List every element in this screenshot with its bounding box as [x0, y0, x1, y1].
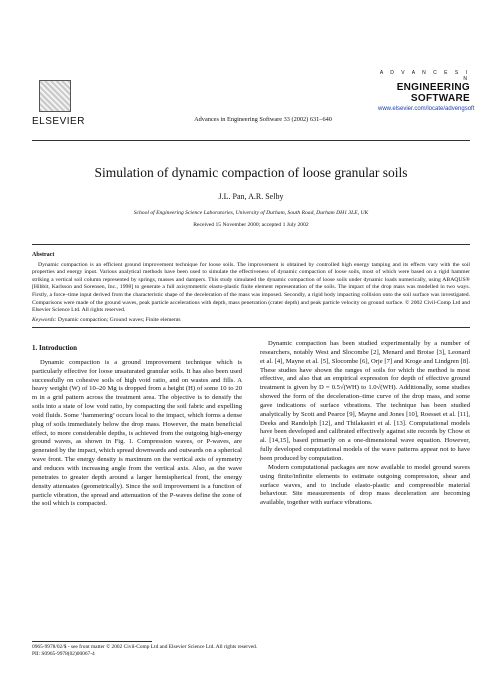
page-header: [32, 70, 475, 132]
elsevier-tree-icon: [39, 80, 71, 112]
abstract-block: [32, 252, 470, 324]
abstract-top-rule: [32, 244, 470, 245]
header-rule: [32, 140, 470, 141]
journal-logo-small: A D V A N C E S I N: [379, 70, 470, 82]
abstract-text: Dynamic compaction is an efficient ground improvement technique for loose soils. The improvement is obtained by controlled high energy tamping and its effects vary with the soil properties and energy input. Various analytical methods have been used to simulate the effectiveness of dynamic compaction of loose soils, most of which were based on a rigid hammer striking a vertical soil column represented by springs, masses and dampers. This study simulated the dynamic compaction of loose soils under dynamic loads numerically, using ABAQUS® [Hibbit, Karlsson and Sorensen, Inc., 1998] to generate a full axisymmetric elasto-plastic finite element representation of the soils. The impact of the drop mass was modelled in two ways. Firstly, a force–time input derived from the characteristic shape of the deceleration of the mass was imposed. Secondly, a rigid body impacting collision onto the soil surface was investigated. Comparisons were made of the ground waves, peak particle accelerations with depth, mass penetration (crater depth) and peak particle velocity on ground surface. © 2002 Civil-Comp Ltd and Elsevier Science Ltd. All rights reserved.: [32, 261, 470, 314]
section-heading-introduction: 1. Introduction: [32, 344, 77, 352]
publisher-name: ELSEVIER: [32, 116, 85, 127]
article-title: Simulation of dynamic compaction of loose granular soils: [94, 165, 408, 180]
keywords-line: [32, 317, 470, 325]
keywords-text: Dynamic compaction; Ground waves; Finite elements: [57, 316, 181, 323]
right-column: [260, 340, 470, 508]
journal-logo: [378, 70, 475, 112]
author-affiliation: School of Engineering Science Laboratories, University of Durham, South Road, Durham DH1 3LE, UK: [133, 210, 369, 216]
paragraph: Modern computational packages are now available to model ground waves using finite/infinite elements to estimate outgoing compression, shear and surface waves, and to include elasto-plastic and compressible material behaviour. Site measurements of drop mass deceleration are becoming available, together with surface vibrations.: [260, 463, 470, 507]
received-dates: Received 15 November 2000; accepted 1 July 2002: [193, 222, 309, 228]
publisher-logo: [32, 80, 85, 127]
footer-rule: [32, 641, 152, 642]
abstract-heading: Abstract: [32, 252, 55, 258]
keywords-label: Keywords:: [32, 316, 57, 323]
journal-citation: Advances in Engineering Software 33 (2002) 631–640: [194, 116, 332, 123]
paragraph: Dynamic compaction is a ground improvement technique which is particularly effective for loose unsaturated granular soils. It has also been used successfully on cohesive soils of high void ratio, and on wastes and fills. A heavy weight (W) of 10–20 Mg is dropped from a height (H) of some 10 to 20 m in a grid pattern across the treatment area. The objective is to densify the soils into a state of low void ratio, by compacting the soil fabric and expelling void fluids. Some ‘hammering’ occurs local to the impact, which forms a dense plug of soils immediately below the drop mass. However, the main beneficial effect, to more considerable depths, is achieved from the outgoing high-energy ground waves, as shown in Fig. 1. Compression waves, or P-waves, are generated by the impact, which spread downwards and outwards on a spherical wave front. The energy density is maximum on the vertical axis of symmetry and reduces with increasing angle from the vertical axis. Also, as the wave penetrates to greater depth around a larger hemispherical front, the energy density attenuates (geometrically). Since the soil improvement is a function of particle vibration, the spread and attenuation of the P-waves define the zone of the soil which is compacted.: [32, 358, 242, 508]
article-authors: J.L. Pan, A.R. Selby: [218, 192, 284, 201]
left-column: [32, 340, 242, 509]
page-footer: [32, 644, 257, 658]
journal-logo-line2: SOFTWARE: [410, 93, 470, 104]
abstract-bottom-rule: [32, 327, 470, 328]
journal-url-link[interactable]: www.elsevier.com/locate/advengsoft: [378, 106, 475, 112]
copyright-line: 0965-9978/02/$ - see front matter © 2002 Civil-Comp Ltd and Elsevier Science Ltd. All rights reserved.: [32, 644, 258, 650]
journal-logo-line1: ENGINEERING: [396, 82, 470, 93]
pii-line: PII: S0965-9978(02)00067-4: [32, 651, 95, 657]
paragraph: Dynamic compaction has been studied experimentally by a number of researchers, notably West and Slocombe [2], Menard and Broise [3], Leonard et al. [4], Mayne et al. [5], Slocombe [6], Orje [7] and Kroge and Lindgren [8]. These studies have shown the ranges of soils for which the method is most effective, and also that an empirical expression for depth of effective ground treatment is given by D = 0.5√(WH) to 1.0√(WH). Additionally, some studies showed the form of the deceleration–time curve of the drop mass, and some gave indications of surface vibrations. The technique has been studied analytically by Scott and Pearce [9], Mayne and Jones [10], Roesset et al. [11], Deeks and Randolph [12], and Thilakasiri et al. [13]. Computational models have been developed and calibrated effectively against site records by Chow et al. [14,15], based primarily on a one-dimensional wave equation. However, fully developed computational models of the wave patterns appear not to have been produced by computation.: [260, 340, 470, 462]
